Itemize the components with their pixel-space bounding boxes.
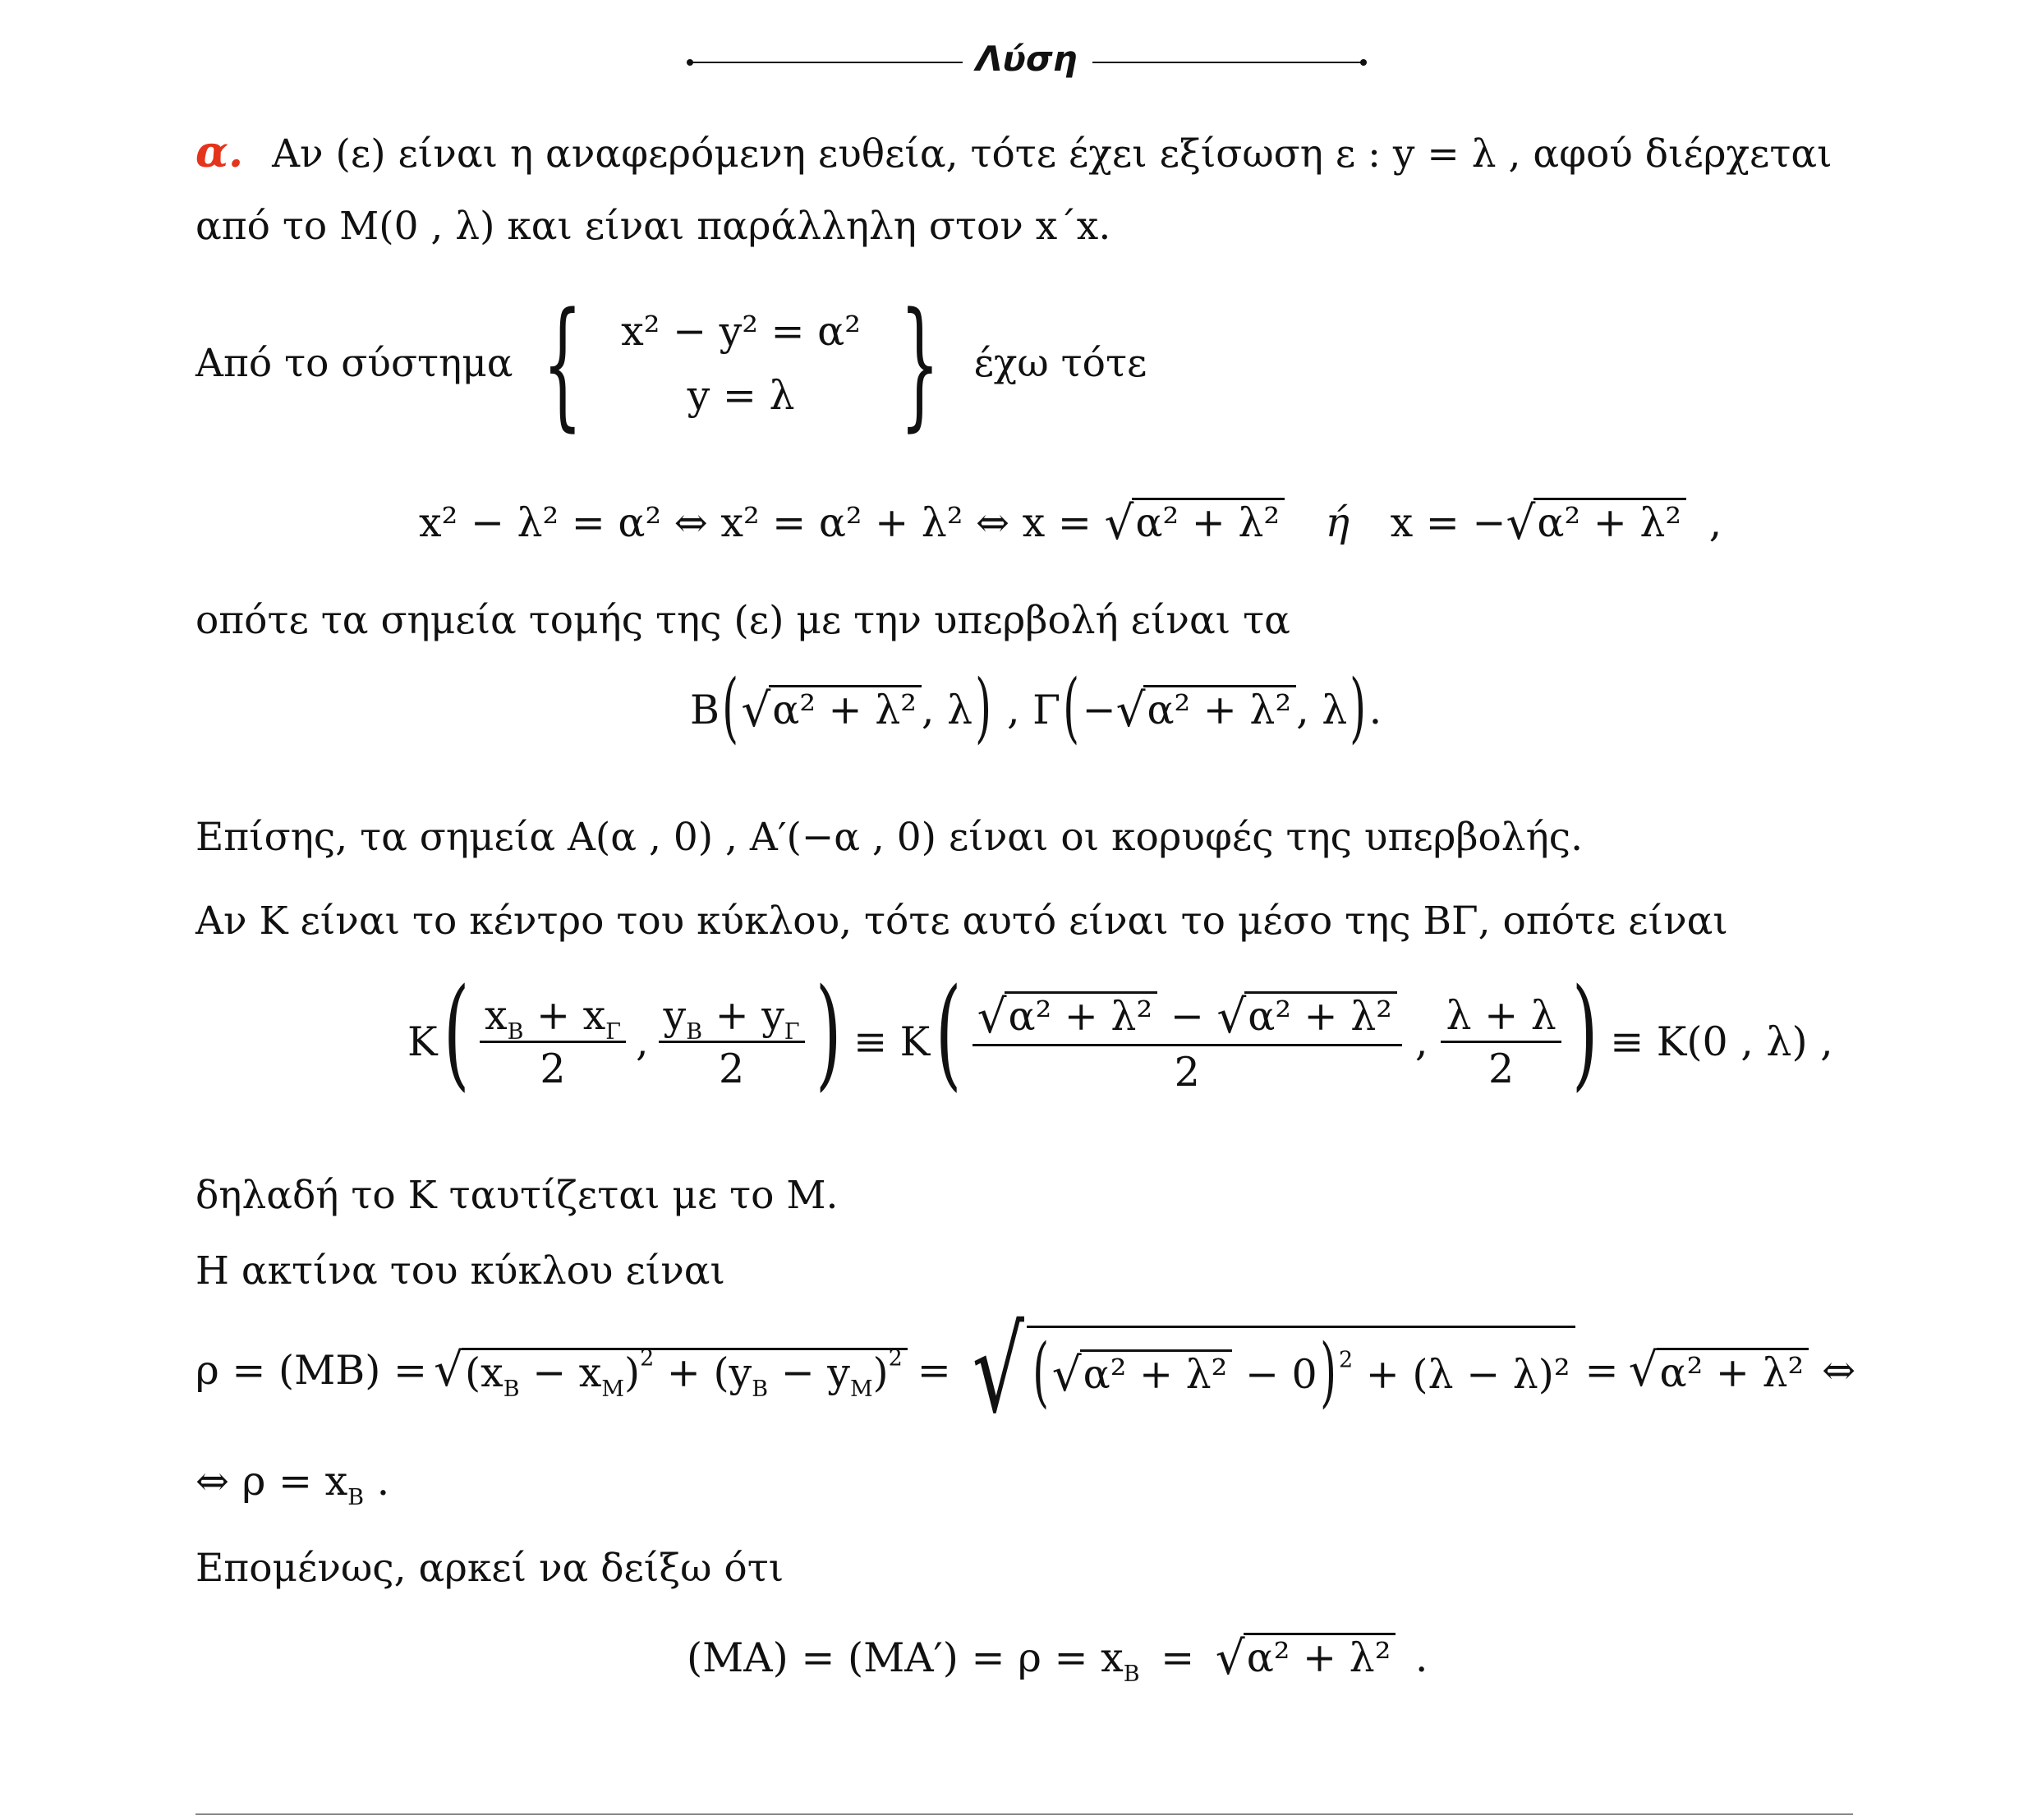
lambda-B: , λ <box>921 687 973 734</box>
big-radicand: (√α² + λ² − 0) $^2$ + (λ − λ)² <box>1027 1326 1575 1416</box>
iff-symbol: ⇔ <box>1822 1347 1856 1394</box>
sqrt-icon: √ <box>1506 496 1536 550</box>
equation-system <box>621 300 861 428</box>
radicand-G: α² + λ² <box>1143 685 1296 731</box>
K-result: ≡ Κ(0 , λ) , <box>1610 1018 1833 1065</box>
system-left-brace: { <box>542 283 582 445</box>
equation-rho: ρ = (ΜΒ) = √ $(x_B - x_M)^2 + (y_B - y_M)^2$ = √ (√α² + λ² − 0) $^2$ + (λ − λ)² = √ α² + λ² ⇔ <box>195 1303 1856 1439</box>
paren-open: ( <box>1063 663 1080 752</box>
equiv-K: ≡ Κ <box>853 1018 931 1065</box>
fraction-lambda: $\frac{\lambda + \lambda}{2}$ <box>1441 995 1561 1090</box>
header-right-dot <box>1360 59 1367 66</box>
sqrt-icon: √ <box>741 683 771 738</box>
points-B-G: Β(√α² + λ² , λ) , Γ(−√α² + λ² , λ). <box>690 663 1382 752</box>
paragraph-4: Επίσης, τα σημεία Α(α , 0) , Α′(−α , 0) είναι οι κορυφές της υπερβολής. <box>195 815 1584 860</box>
system-row-1: x² − y² = α² <box>621 308 861 355</box>
paren-close: ) <box>1350 663 1367 752</box>
equation-solve-x-right: x = − <box>1390 499 1506 546</box>
sqrt-icon: √ <box>1215 1631 1245 1685</box>
paren-open: ( <box>443 962 470 1103</box>
comma: , <box>1708 499 1722 546</box>
K-label: Κ <box>407 1018 438 1065</box>
paragraph-1-line-1 <box>195 127 1832 177</box>
paragraph-8: Επομένως, αρκεί να δείξω ότι <box>195 1546 784 1591</box>
paren-close: ) <box>1571 962 1598 1103</box>
equation-final: $(MA) = (MA') = \rho = x_B = √\alpha^2 + \lambda^2$ . <box>687 1631 1428 1688</box>
sqrt-icon: √ <box>1628 1343 1658 1397</box>
sqrt-big-icon: √ <box>972 1303 1024 1439</box>
equation-rho-line-2: ⇔ $\rho = x_B$ . <box>195 1458 390 1511</box>
radicand-B: α² + λ² <box>769 685 922 731</box>
sqrt-icon: √ <box>434 1343 463 1397</box>
paragraph-7: Η ακτίνα του κύκλου είναι <box>195 1248 725 1294</box>
paren-open: ( <box>722 663 739 752</box>
fraction-yB-yG: $\frac{y_B + y_\Gamma}{2}$ <box>659 995 805 1090</box>
header-right-rule <box>1092 62 1363 63</box>
system-line <box>195 283 1147 445</box>
paragraph-1-line-1-text: Αν (ε) είναι η αναφερόμενη ευθεία, τότε έχει εξίσωση ε : y = λ , αφού διέρχεται <box>272 131 1832 177</box>
paragraph-6: δηλαδή το Κ ταυτίζεται με το Μ. <box>195 1173 839 1218</box>
footer-rule <box>195 1813 1853 1815</box>
system-suffix: έχω τότε <box>973 341 1147 386</box>
part-label: α. <box>195 127 244 177</box>
radicand-1: α² + λ² <box>1132 498 1285 544</box>
lambda-G: , λ <box>1296 687 1348 734</box>
fraction-xB-xG: $\frac{x_B + x_\Gamma}{2}$ <box>480 995 626 1090</box>
or-word: ή <box>1325 499 1350 546</box>
rho-prefix: ρ = (ΜΒ) = <box>195 1347 428 1394</box>
paren-close: ) <box>815 962 842 1103</box>
radicand-2: α² + λ² <box>1533 498 1686 544</box>
sqrt-icon: √ <box>1115 683 1146 738</box>
system-prefix: Από το σύστημα <box>195 341 513 386</box>
equation-solve-x-left: x² − λ² = α² ⇔ x² = α² + λ² ⇔ x = <box>419 499 1092 546</box>
paragraph-3: οπότε τα σημεία τομής της (ε) με την υπερβολή είναι τα <box>195 598 1290 643</box>
point-B-label: Β <box>690 687 720 734</box>
paren-close: ) <box>975 663 992 752</box>
paragraph-5: Αν Κ είναι το κέντρο του κύκλου, τότε αυτό είναι το μέσο της ΒΓ, οπότε είναι <box>195 899 1728 944</box>
fraction-roots: $\frac{\text{√α² + λ² − √α² + λ²}}{2}$ <box>973 991 1402 1094</box>
paragraph-1-line-2: από το Μ(0 , λ) και είναι παράλληλη στον x΄x. <box>195 204 1111 249</box>
system-row-2: y = λ <box>687 372 795 419</box>
paren-open: ( <box>936 962 962 1103</box>
header-title: Λύση <box>976 39 1078 79</box>
point-G-label: Γ <box>1032 687 1061 734</box>
sqrt-icon: √ <box>1104 496 1134 550</box>
equation-solve-x <box>419 498 1722 548</box>
equation-K: Κ ( $\frac{x_B + x_\Gamma}{2}$ , $\frac{y_B + y_\Gamma}{2}$ ) ≡ Κ ( $\frac{\text{√α² + λ² − √α² + λ²}}{2}$ , $\frac{\lambda + \lambda}{2}$ ) ≡ Κ(0 , λ) , <box>407 962 1833 1103</box>
header-left-rule <box>692 62 963 63</box>
system-right-brace: } <box>899 283 940 445</box>
